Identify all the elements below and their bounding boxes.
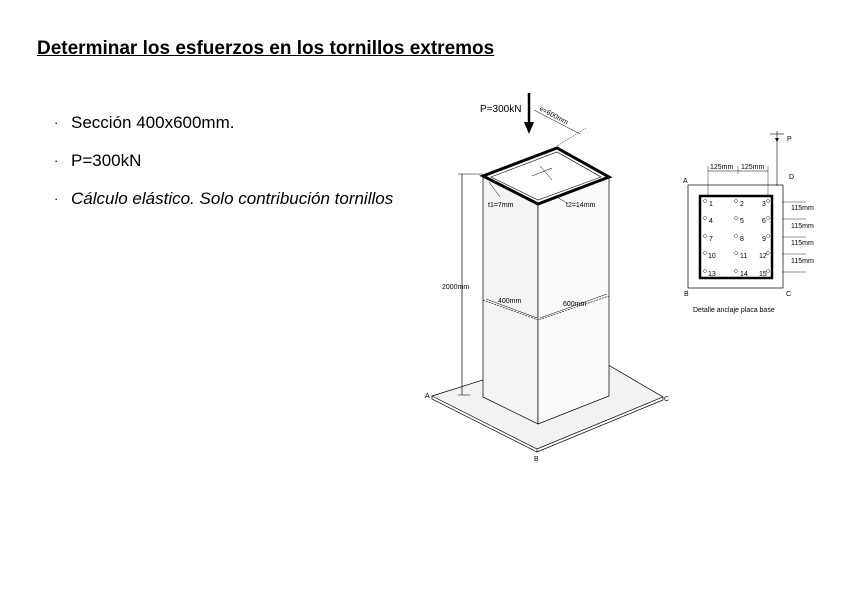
width-left-label: 400mm — [498, 298, 522, 305]
t2-label: t2=14mm — [566, 202, 596, 209]
svg-text:11: 11 — [740, 253, 748, 260]
plate-load-label: P — [787, 136, 792, 143]
bolt — [735, 235, 745, 244]
svg-text:13: 13 — [708, 271, 716, 278]
height-label: 2000mm — [442, 284, 470, 291]
svg-text:3: 3 — [762, 201, 766, 208]
bolt — [704, 235, 714, 244]
bolt — [704, 270, 716, 279]
svg-text:6: 6 — [762, 218, 766, 225]
spacing-top-1-label: 125mm — [710, 164, 734, 171]
bolt-grid — [704, 200, 770, 279]
width-right-label: 600mm — [563, 301, 587, 308]
plate-detail — [688, 131, 806, 288]
spacing-right-label: 115mm — [791, 223, 814, 230]
svg-text:1: 1 — [709, 201, 713, 208]
plate-corner-b-label: B — [684, 291, 689, 298]
t1-label: t1=7mm — [488, 202, 514, 209]
bullet-text: Sección 400x600mm. — [71, 113, 235, 132]
plate-corner-a-label: A — [683, 178, 688, 185]
spacing-right-label: 115mm — [791, 258, 814, 265]
bolt — [759, 270, 770, 279]
svg-text:15: 15 — [759, 271, 767, 278]
corner-b-label: B — [534, 456, 539, 463]
corner-a-label: A — [425, 393, 430, 400]
plate-caption: Detalle anclaje placa base — [693, 307, 775, 314]
svg-text:4: 4 — [709, 218, 713, 225]
spacing-right-label: 115mm — [791, 205, 814, 212]
bolt — [704, 252, 716, 261]
bolt — [735, 270, 748, 279]
load-label: P=300kN — [480, 104, 522, 115]
bullet-dot-icon: · — [54, 153, 59, 168]
bullet-text: Cálculo elástico. Solo contribución tornillos — [71, 189, 394, 208]
eccentricity-label: e=600mm — [538, 105, 570, 127]
svg-text:14: 14 — [740, 271, 748, 278]
bullet-text: P=300kN — [71, 151, 142, 170]
bolt — [704, 200, 714, 209]
svg-text:7: 7 — [709, 236, 713, 243]
plate-corner-c-label: C — [786, 291, 792, 298]
bullet-dot-icon: · — [54, 115, 59, 130]
column-diagram — [432, 110, 663, 452]
svg-text:10: 10 — [708, 253, 716, 260]
svg-text:2: 2 — [740, 201, 744, 208]
bolt — [704, 217, 714, 226]
bullet-dot-icon: · — [54, 191, 59, 206]
bolt — [735, 200, 745, 209]
svg-text:9: 9 — [762, 236, 766, 243]
bolt — [759, 252, 770, 261]
corner-c-label: C — [664, 396, 670, 403]
bolt — [762, 200, 770, 209]
svg-text:8: 8 — [740, 236, 744, 243]
plate-corner-d-label: D — [789, 174, 795, 181]
page-title: Determinar los esfuerzos en los tornillos extremos — [37, 38, 495, 59]
load-arrow-icon — [524, 93, 534, 134]
spacing-top-2-label: 125mm — [741, 164, 765, 171]
bolt — [735, 252, 748, 261]
bolt — [762, 217, 770, 226]
bolt — [735, 217, 745, 226]
spacing-right-label: 115mm — [791, 240, 814, 247]
bolt — [762, 235, 770, 244]
svg-text:12: 12 — [759, 253, 767, 260]
svg-text:5: 5 — [740, 218, 744, 225]
